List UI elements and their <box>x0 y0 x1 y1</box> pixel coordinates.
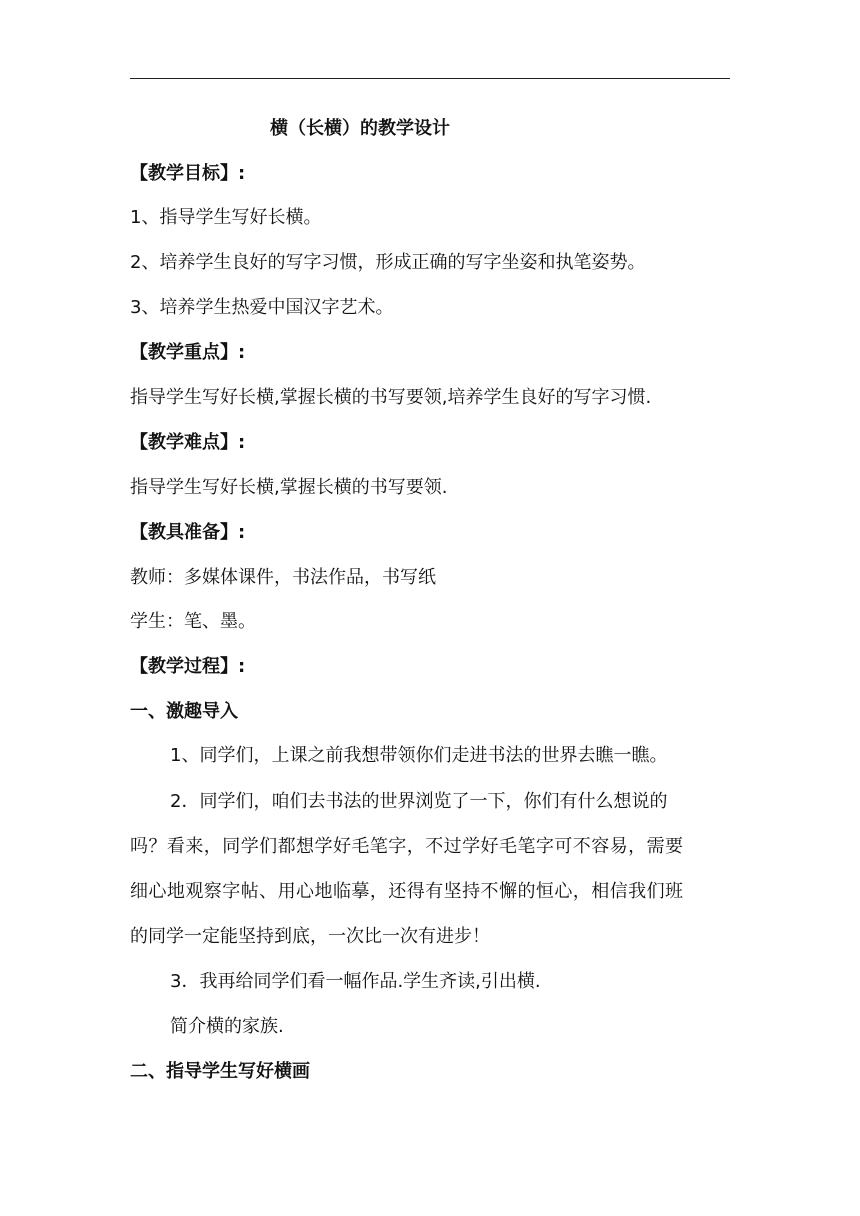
document-title: 横（长横）的教学设计 <box>270 118 450 139</box>
tools-student: 学生：笔、墨。 <box>130 611 256 632</box>
objective-item: 2、培养学生良好的写字习惯，形成正确的写字坐姿和执笔姿势。 <box>130 252 646 273</box>
objective-item: 1、指导学生写好长横。 <box>130 207 322 228</box>
tools-teacher: 教师：多媒体课件，书法作品，书写纸 <box>130 567 436 588</box>
section1-heading: 一、激趣导入 <box>130 701 238 722</box>
difficulties-heading: 【教学难点】: <box>130 432 246 453</box>
header-rule <box>130 78 730 79</box>
objective-item: 3、培养学生热爱中国汉字艺术。 <box>130 297 394 318</box>
section1-paragraph-1: 1、同学们，上课之前我想带领你们走进书法的世界去瞧一瞧。 <box>170 745 668 766</box>
objectives-heading: 【教学目标】: <box>130 163 246 184</box>
section1-paragraph-3: 3．我再给同学们看一幅作品.学生齐读,引出横. <box>170 971 541 992</box>
section1-paragraph-2-line-1: 2．同学们，咱们去书法的世界浏览了一下，你们有什么想说的 <box>170 791 668 812</box>
section1-paragraph-2-line-3: 细心地观察字帖、用心地临摹，还得有坚持不懈的恒心，相信我们班 <box>130 881 684 902</box>
process-heading: 【教学过程】: <box>130 656 246 677</box>
section1-paragraph-2-line-2: 吗？看来，同学们都想学好毛笔字，不过学好毛笔字可不容易，需要 <box>130 836 684 857</box>
section1-paragraph-4: 简介横的家族. <box>170 1016 284 1037</box>
tools-heading: 【教具准备】: <box>130 522 246 543</box>
section1-paragraph-2-line-4: 的同学一定能坚持到底，一次比一次有进步！ <box>130 926 490 947</box>
difficulties-text: 指导学生写好长横,掌握长横的书写要领. <box>130 477 448 498</box>
key-points-text: 指导学生写好长横,掌握长横的书写要领,培养学生良好的写字习惯. <box>130 387 652 408</box>
section2-heading: 二、指导学生写好横画 <box>130 1061 310 1082</box>
key-points-heading: 【教学重点】: <box>130 342 246 363</box>
